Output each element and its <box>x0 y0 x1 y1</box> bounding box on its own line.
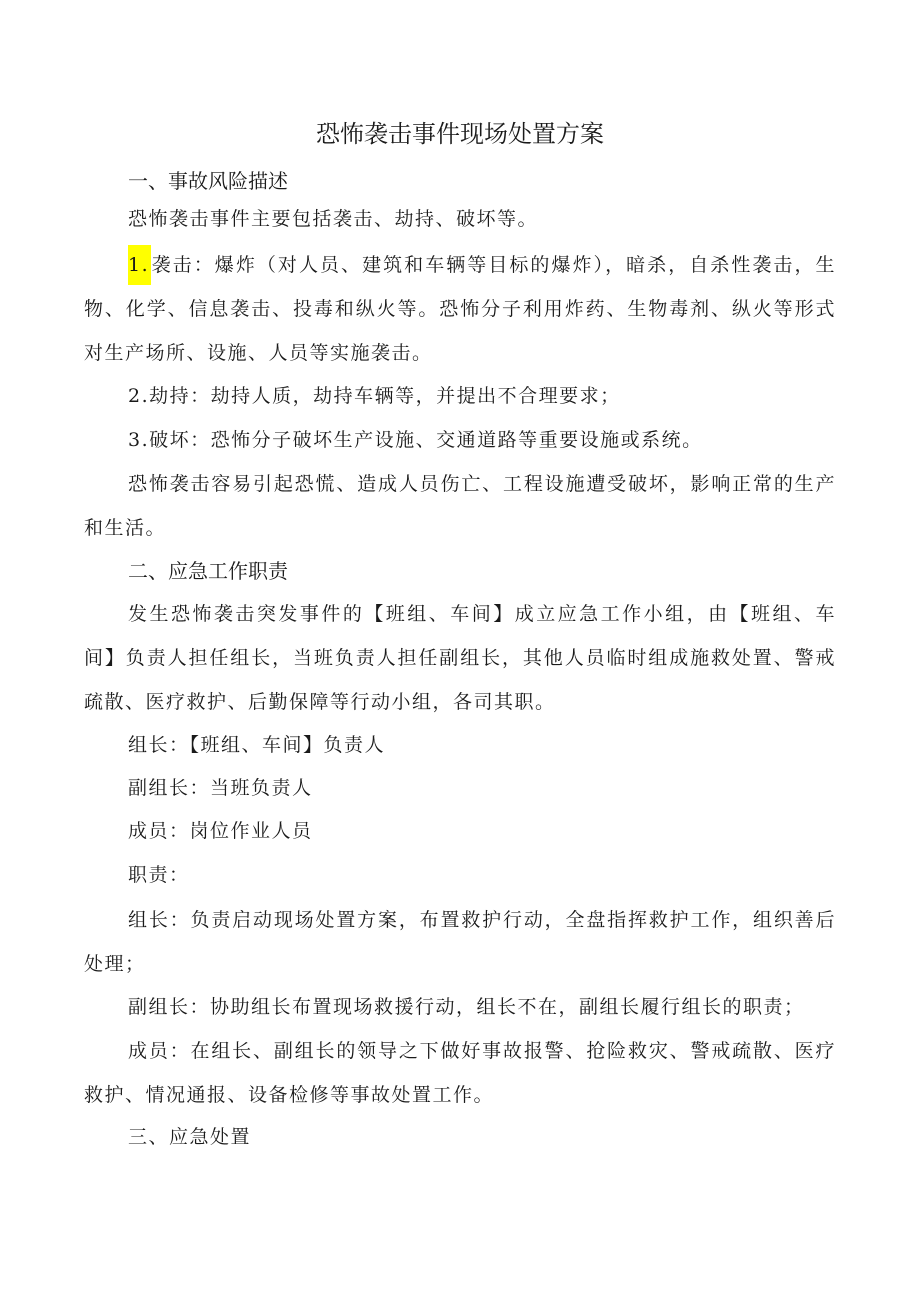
paragraph-attack <box>84 243 836 375</box>
paragraph-hijack: 2.劫持：劫持人质，劫持车辆等，并提出不合理要求； <box>128 385 621 407</box>
paragraph-team-setup: 发生恐怖袭击突发事件的【班组、车间】成立应急工作小组，由【班组、车间】负责人担任组长，当班负责人担任副组长，其他人员临时组成施救处置、警戒疏散、医疗救护、后勤保障等行动小组，各司其职。 <box>84 603 836 713</box>
paragraph-duty-deputy: 副组长：协助组长布置现场救援行动，组长不在，副组长履行组长的职责； <box>128 996 805 1018</box>
paragraph-sabotage: 3.破坏：恐怖分子破坏生产设施、交通道路等重要设施或系统。 <box>128 429 703 451</box>
highlighted-list-marker: 1. <box>128 245 151 285</box>
document-title: 恐怖袭击事件现场处置方案 <box>316 120 604 148</box>
paragraph-impact: 恐怖袭击容易引起恐慌、造成人员伤亡、工程设施遭受破坏，影响正常的生产和生活。 <box>84 473 836 539</box>
line-leader: 组长：【班组、车间】负责人 <box>128 734 386 756</box>
line-duties-label: 职责： <box>128 864 190 886</box>
section-heading-duties: 二、应急工作职责 <box>128 559 288 583</box>
section-heading-response: 三、应急处置 <box>128 1126 252 1148</box>
paragraph-duty-members: 成员：在组长、副组长的领导之下做好事故报警、抢险救灾、警戒疏散、医疗救护、情况通报、设备检修等事故处置工作。 <box>84 1040 836 1106</box>
line-members: 成员：岗位作业人员 <box>128 820 313 842</box>
paragraph-attack-text: 袭击：爆炸（对人员、建筑和车辆等目标的爆炸），暗杀，自杀性袭击，生物、化学、信息袭击、投毒和纵火等。恐怖分子利用炸药、生物毒剂、纵火等形式对生产场所、设施、人员等实施袭击。 <box>84 254 836 364</box>
paragraph-duty-leader: 组长：负责启动现场处置方案，布置救护行动，全盘指挥救护工作，组织善后处理； <box>84 909 836 975</box>
section-heading-risk: 一、事故风险描述 <box>128 169 288 193</box>
line-deputy: 副组长：当班负责人 <box>128 777 313 799</box>
paragraph-intro: 恐怖袭击事件主要包括袭击、劫持、破坏等。 <box>128 208 539 230</box>
